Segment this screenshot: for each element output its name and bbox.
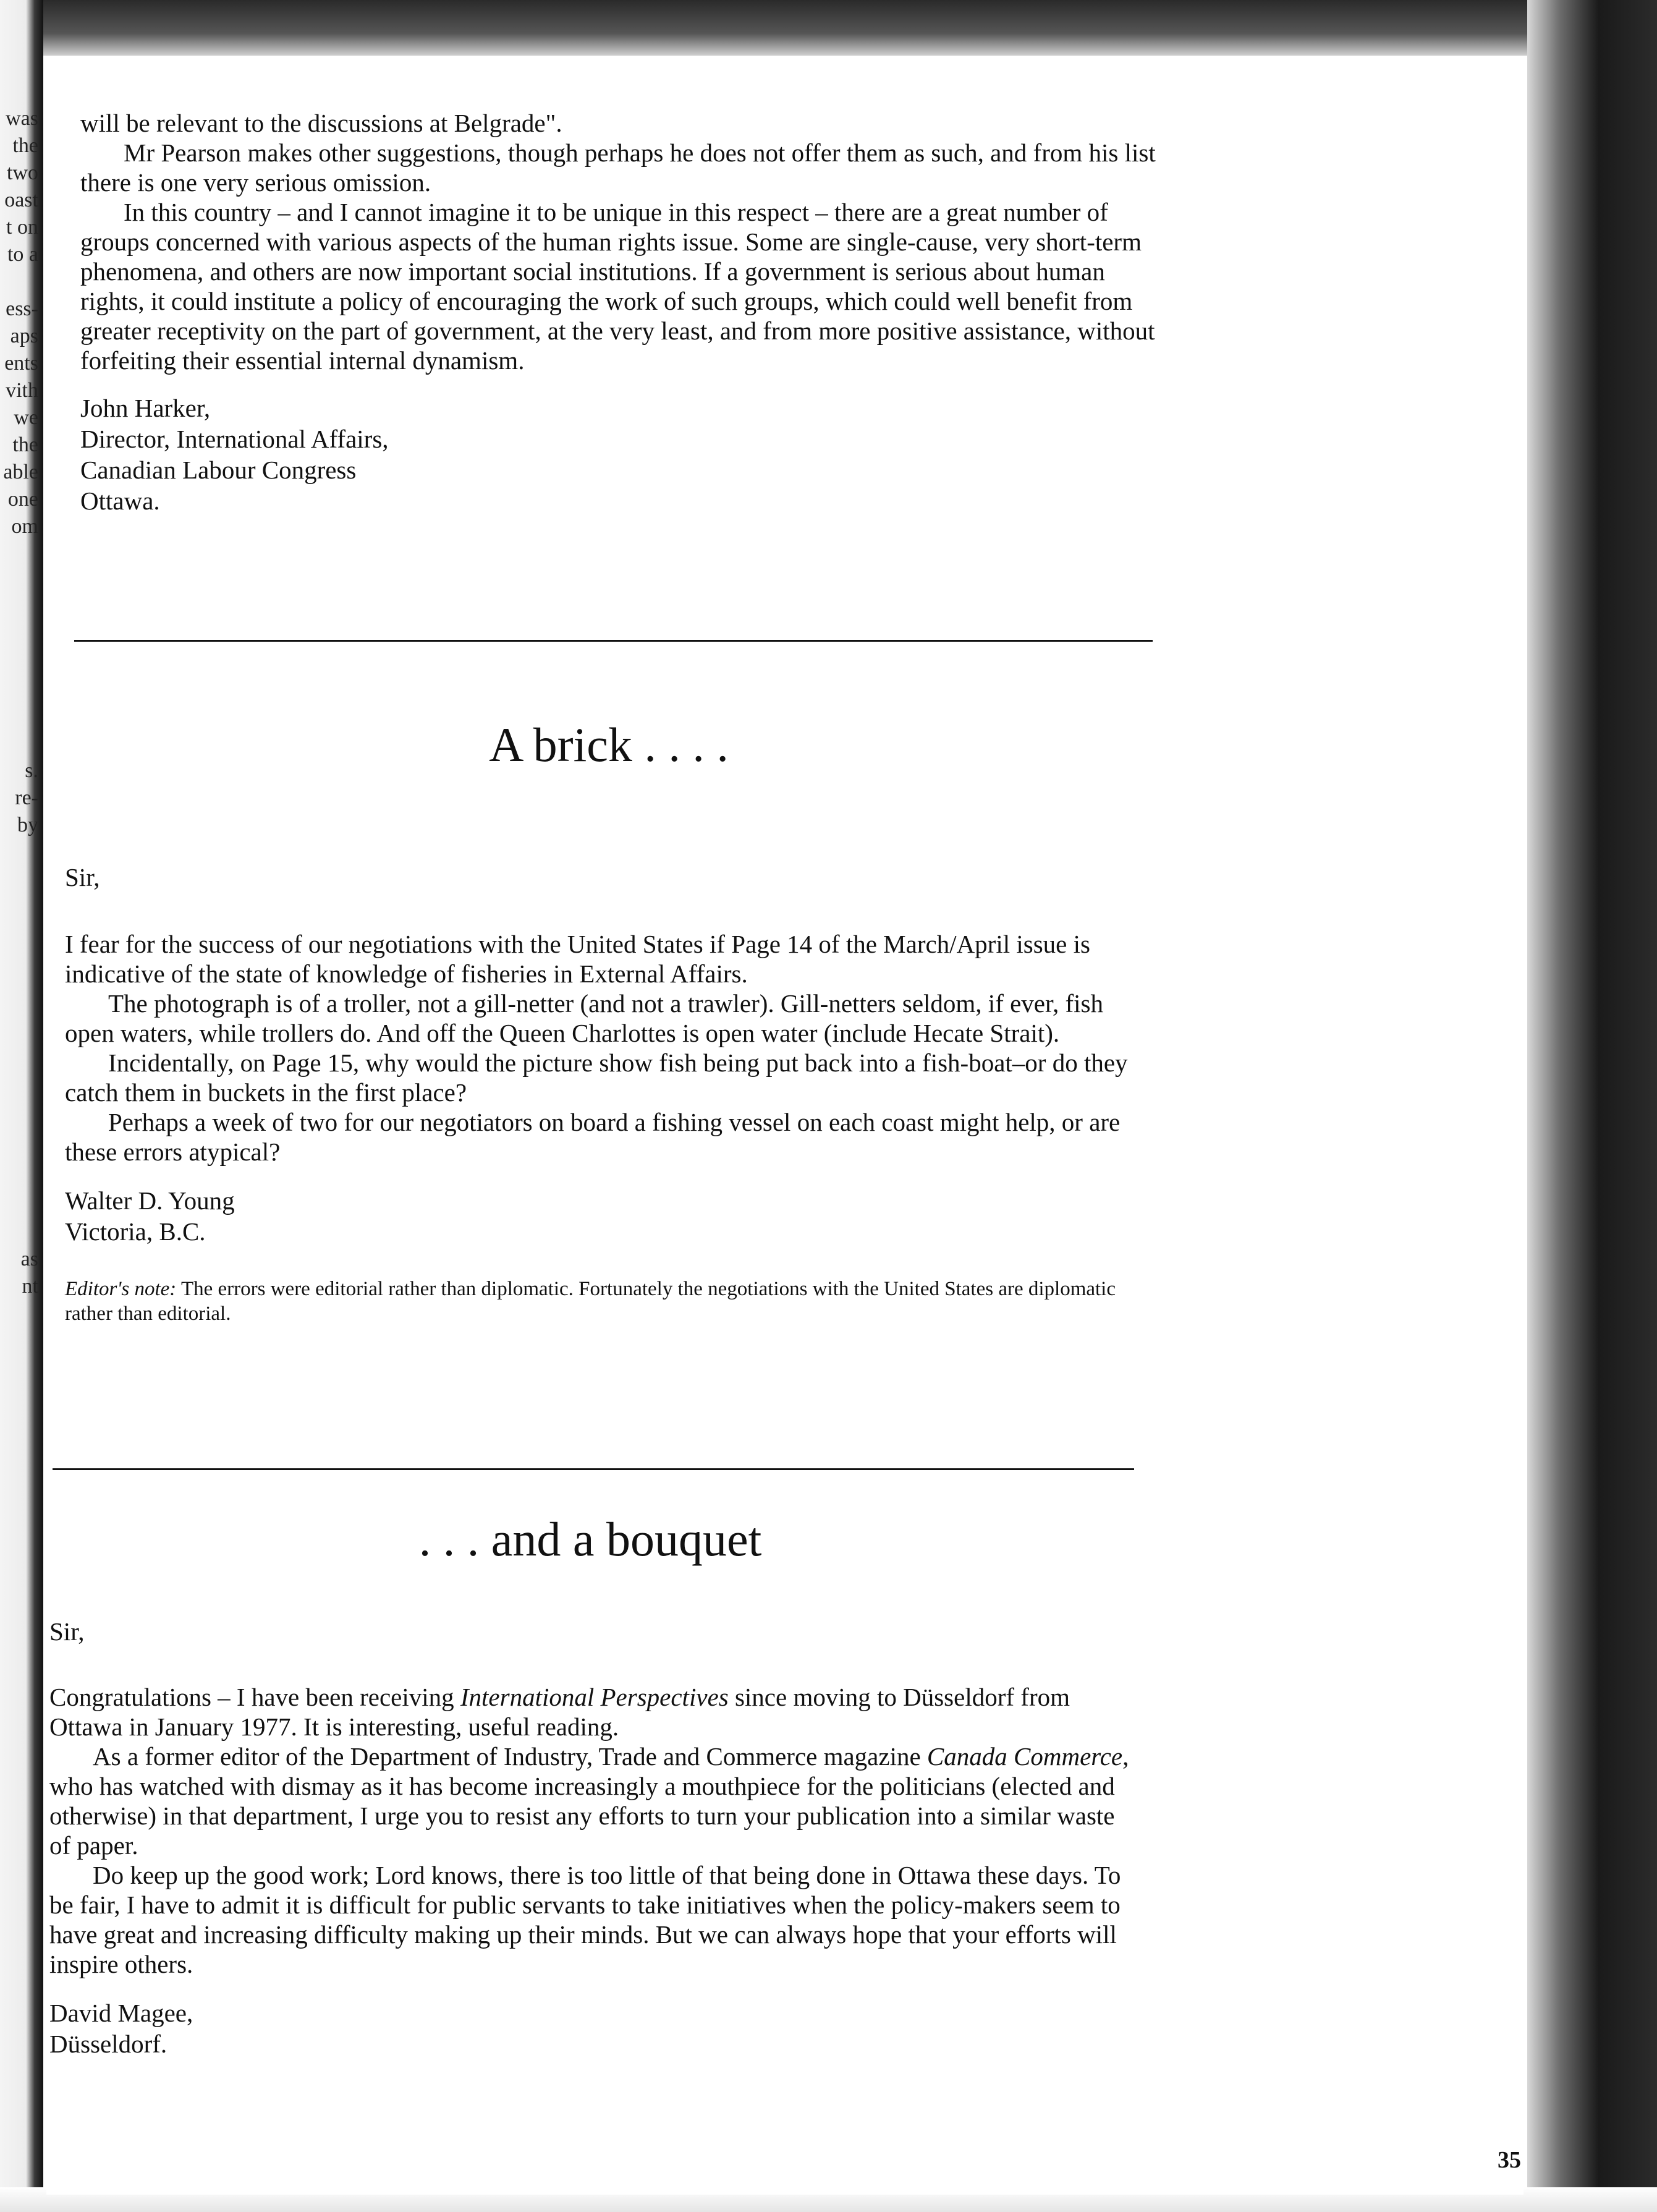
signature-line: Düsseldorf. [49, 2030, 167, 2058]
letter-harker [80, 108, 1168, 516]
margin-fragment: oast [4, 189, 38, 211]
section-divider [53, 1468, 1134, 1470]
salutation: Sir, [49, 1617, 85, 1646]
publication-title: International Perspectives [460, 1683, 729, 1711]
paragraph: Congratulations – I have been receiving International Perspectives since moving to Düsseldorf from Ottawa in January 1977. It is interesting, useful reading. [49, 1683, 1070, 1741]
signature-block [65, 1185, 1153, 1247]
scan-edge-top [0, 0, 1657, 56]
signature-line: Director, International Affairs, [80, 425, 389, 453]
editor-note [65, 1277, 1153, 1326]
paragraph: I fear for the success of our negotiations with the United States if Page 14 of the March/April issue is indicative of the state of knowledge of fisheries in External Affairs. [65, 930, 1090, 988]
section-divider [74, 640, 1153, 642]
signature-block [80, 393, 1168, 516]
signature-line: Ottawa. [80, 487, 160, 515]
margin-fragment: s. [25, 759, 38, 782]
previous-page-fragments [0, 105, 38, 540]
margin-fragment: nt [22, 1275, 38, 1298]
page-number: 35 [1498, 2147, 1521, 2173]
margin-fragment: to a [7, 243, 38, 266]
margin-fragment: we [14, 406, 38, 429]
margin-fragment: the [12, 134, 38, 157]
margin-fragment [0, 268, 38, 296]
scan-edge-right [1527, 0, 1657, 2212]
editor-note-label: Editor's note: [65, 1278, 177, 1300]
paragraph: Perhaps a week of two for our negotiators on board a fishing vessel on each coast might help, or are these errors atypical? [65, 1108, 1121, 1166]
document-page [46, 68, 1524, 2195]
heading-and-a-bouquet: . . . and a bouquet [418, 1512, 762, 1566]
paragraph: The photograph is of a troller, not a gill-netter (and not a trawler). Gill-netters seldom, if ever, fish open waters, while trollers do. And off the Queen Charlottes is open water (include Hecate Strait). [65, 989, 1104, 1047]
paragraph: will be relevant to the discussions at Belgrade". [80, 109, 562, 137]
editor-note-text: The errors were editorial rather than diplomatic. Fortunately the negotiations with the United States are diplomatic rather than editorial. [65, 1278, 1116, 1325]
margin-fragment: one [7, 488, 38, 511]
previous-page-fragments-low [0, 1246, 38, 1300]
margin-fragment: om [11, 515, 38, 538]
margin-fragment: t on [6, 216, 38, 239]
letter-young [65, 862, 1153, 1326]
margin-fragment: by [17, 814, 38, 836]
signature-line: Canadian Labour Congress [80, 456, 357, 484]
margin-fragment: re- [15, 786, 38, 809]
signature-name: David Magee, [49, 1999, 193, 2027]
margin-fragment: vith [6, 379, 38, 402]
paragraph: Incidentally, on Page 15, why would the picture show fish being put back into a fish-boat–or do they catch them in buckets in the first place? [65, 1049, 1128, 1107]
paragraph: Do keep up the good work; Lord knows, there is too little of that being done in Ottawa these days. To be fair, I have to admit it is difficult for public servants to take initiatives when the policy-makers seem to have great and increasing difficulty making up their minds. But we can always hope that your efforts will inspire others. [49, 1861, 1121, 1978]
heading-a-brick: A brick . . . . [489, 718, 729, 772]
margin-fragment: ents [4, 352, 38, 375]
signature-line: Victoria, B.C. [65, 1217, 206, 1246]
letter-magee [49, 1617, 1137, 2059]
salutation: Sir, [65, 863, 100, 891]
margin-fragment: was [6, 107, 38, 130]
margin-fragment: the [12, 433, 38, 456]
paragraph: Mr Pearson makes other suggestions, though perhaps he does not offer them as such, and from his list there is one very serious omission. [80, 138, 1156, 197]
margin-fragment: able [3, 461, 38, 483]
paragraph: As a former editor of the Department of Industry, Trade and Commerce magazine Canada Commerce, who has watched with dismay as it has become increasingly a mouthpiece for the politicians (elected and otherwise) in that department, I urge you to resist any efforts to turn your publication into a similar waste of paper. [49, 1742, 1129, 1860]
margin-fragment: two [7, 161, 38, 184]
margin-fragment: as [20, 1248, 38, 1270]
previous-page-fragments-mid [0, 757, 38, 839]
margin-fragment: aps [10, 325, 38, 347]
paragraph: In this country – and I cannot imagine it to be unique in this respect – there are a great number of groups concerned with various aspects of the human rights issue. Some are single-cause, very short-term phenomena, and others are now important social institutions. If a government is serious about human rights, it could institute a policy of encouraging the work of such groups, which could well benefit from greater receptivity on the part of government, at the very least, and from more positive assistance, without forfeiting their essential internal dynamism. [80, 198, 1155, 375]
margin-fragment: ess- [6, 297, 38, 320]
signature-name: Walter D. Young [65, 1186, 235, 1215]
magazine-title: Canada Commerce [926, 1742, 1123, 1771]
signature-block [49, 1997, 1137, 2059]
signature-name: John Harker, [80, 394, 211, 422]
